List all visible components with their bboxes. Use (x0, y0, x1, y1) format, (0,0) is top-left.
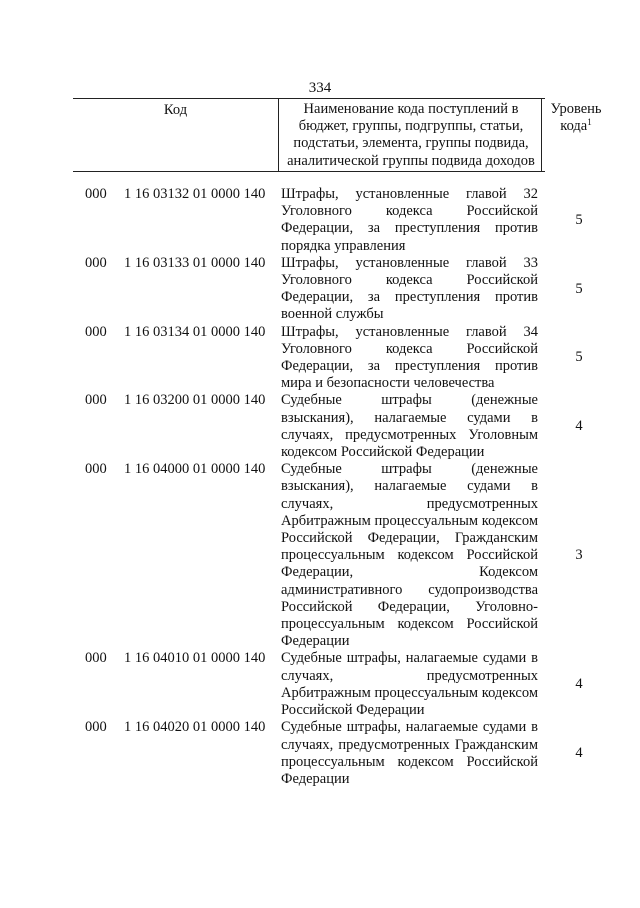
code-description: Штрафы, установленные главой 32 Уголовного кодекса Российской Федерации, за преступления против порядка управления (281, 186, 538, 254)
header-code: Код (163, 102, 188, 118)
admin-code: 000 (85, 719, 107, 736)
table-header (73, 98, 602, 172)
table-row (0, 392, 640, 461)
code-description: Судебные штрафы (денежные взыскания), налагаемые судами в случаях, предусмотренных Арбитражным процессуальным кодексом Российской Федерации, Гражданским процессуальным кодексом Российской Федерации, Кодексом административного судопроизводства Российской Федерации, Уголовно-процессуальным кодексом Российской Федерации (281, 461, 538, 650)
header-level-label: Уровень кода (550, 101, 602, 135)
code-level: 4 (575, 745, 583, 762)
footnote-marker: 1 (587, 117, 592, 128)
page-number: 334 (308, 80, 332, 96)
header-level (543, 101, 609, 135)
table-row (0, 255, 640, 324)
code-description: Судебные штрафы, налагаемые судами в случаях, предусмотренных Арбитражным процессуальным кодексом Российской Федерации (281, 650, 538, 719)
admin-code: 000 (85, 650, 107, 667)
code-level: 5 (575, 349, 583, 366)
admin-code: 000 (85, 323, 107, 340)
table-row (0, 719, 640, 788)
admin-code: 000 (85, 186, 107, 202)
header-name: Наименование кода поступлений в бюджет, группы, подгруппы, статьи, подстатьи, элемента, группы подвида, аналитической группы подвида доходов (287, 101, 535, 169)
code-level: 4 (575, 418, 583, 435)
table-row (0, 650, 640, 719)
code-description: Штрафы, установленные главой 34 Уголовного кодекса Российской Федерации, за преступления против мира и безопасности человечества (281, 323, 538, 392)
admin-code: 000 (85, 254, 107, 271)
revenue-code: 1 16 03133 01 0000 140 (124, 254, 266, 271)
revenue-code: 1 16 04010 01 0000 140 (124, 650, 266, 667)
table-row (0, 461, 640, 650)
code-level: 4 (575, 676, 583, 693)
admin-code: 000 (85, 461, 107, 478)
revenue-code: 1 16 03132 01 0000 140 (124, 186, 266, 202)
code-level: 3 (575, 547, 583, 564)
column-divider (278, 99, 279, 171)
table-body (0, 186, 640, 788)
table-row (0, 186, 640, 255)
code-level: 5 (575, 280, 583, 297)
revenue-code: 1 16 03134 01 0000 140 (124, 323, 266, 340)
revenue-code: 1 16 03200 01 0000 140 (124, 392, 266, 409)
code-description: Судебные штрафы, налагаемые судами в случаях, предусмотренных Гражданским процессуальным кодексом Российской Федерации (281, 719, 538, 787)
revenue-code: 1 16 04020 01 0000 140 (124, 719, 266, 736)
admin-code: 000 (85, 392, 107, 409)
code-description: Судебные штрафы (денежные взыскания), налагаемые судами в случаях, предусмотренных Уголовным кодексом Российской Федерации (281, 392, 538, 461)
table-row (0, 324, 640, 393)
code-description: Штрафы, установленные главой 33 Уголовного кодекса Российской Федерации, за преступления против военной службы (281, 254, 538, 323)
revenue-code: 1 16 04000 01 0000 140 (124, 461, 266, 478)
code-level: 5 (575, 211, 583, 228)
